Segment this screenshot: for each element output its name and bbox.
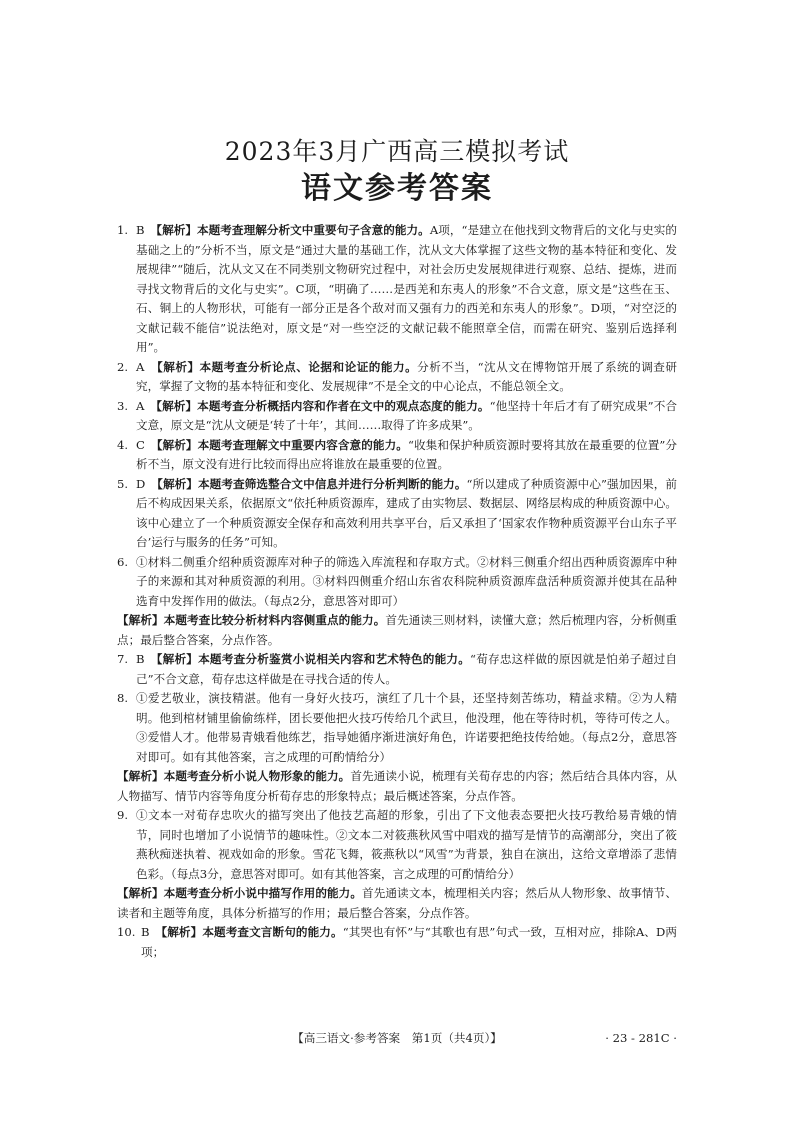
item-number: 9. [117,808,129,822]
analysis-text: A项，“是建立在他找到文物背后的文化与史实的基础之上的”分析不当，原文是“通过大量的基础工作，沈从文大体掌握了这些文物的基本特征和变化、发展规律”“随后，沈从文又在不同类别文物研究过程中，对社会历史发展规律进行观察、总结、提炼，进而寻找文物背后的文化与史实”。C项，“明确了……是西羌和东夷人的形象”不合文意，原文是“这些在玉、石、铜上的人物形状，可能有一部分正是各个敌对而又强有力的西羌和东夷人的形象”。D项，“对空泛的文献记载不能信”说法绝对，原文是“对一些空泛的文献记载不能照章全信，而需在研究、鉴别后选择利用”。 [136,223,677,354]
footer-page-info: 【高三语文·参考答案 第1页（共4页）】 [292,1031,502,1045]
analysis-tag: 【解析】本题考查分析论点、论据和论证的能力。 [156,359,418,374]
answer-item-1 [117,221,677,358]
exam-title: 2023年3月广西高三模拟考试 [224,137,570,166]
analysis-text: 分析不当，“沈从文在博物馆开展了系统的调查研究，掌握了文物的基本特征和变化、发展规律”不是全文的中心论点，不能总领全文。 [136,359,677,393]
answer-list [117,221,677,962]
item-number: 8. [117,691,129,705]
answer-choice: B [136,652,145,666]
item-number: 7. [117,652,129,666]
answer-text: ①文本一对荀存忠吹火的描写突出了他技艺高超的形象，引出了下文他表态要把火技巧教给易青娥的情节，同时也增加了小说情节的趣味性。②文本二对筱燕秋风雪中唱戏的描写是情节的高潮部分，突出了筱燕秋痴迷执着、视戏如命的形象。雪花飞舞，筱燕秋以“风雪”为背景，独自在演出，这给文章增添了悲情色彩。（每点3分，意思答对即可。如有其他答案，言之成理的可酌情给分） [136,808,677,881]
analysis-text: 首先通读文本，梳理相关内容；然后从人物形象、故事情节、读者和主题等角度，具体分析描写的作用；最后整合答案，分点作答。 [117,886,677,920]
analysis-text: 首先通读小说，梳理有关荀存忠的内容；然后结合具体内容，从人物描写、情节内容等角度分析荀存忠的形象特点；最后概述答案，分点作答。 [117,769,677,803]
answer-item-10 [117,923,677,962]
answer-item-2 [117,358,677,397]
analysis-tag: 【解析】本题考查分析鉴赏小说相关内容和艺术特色的能力。 [156,652,471,666]
analysis-text: “收集和保护种质资源时要将其放在最重要的位置”分析不当，原文没有进行比较而得出应将谁放在最重要的位置。 [136,437,677,471]
answer-choice: B [136,223,145,237]
item-number: 6. [117,554,129,569]
answer-item-4 [117,436,677,475]
answer-item-7 [117,650,677,689]
answer-item-8 [117,689,677,767]
answer-text: ①爱艺敬业，演技精湛。他有一身好火技巧，演红了几十个县，还坚持刻苦练功，精益求精。②为人精明。他到棺材铺里偷偷练样，团长要他把火技巧传给几个武旦，他没理，他在等待时机，等待可传之人。③爱惜人才。他带易青娥看他练艺，指导她循序渐进演好角色，许诺要把绝技传给她。（每点2分，意思答对即可。如有其他答案，言之成理的可酌情给分） [136,691,677,764]
item-number: 3. [117,398,129,413]
answer-text: ①材料二侧重介绍种质资源库对种子的筛选入库流程和存取方式。②材料三侧重介绍出西种质资源库中种子的来源和其对种质资源的利用。③材料四侧重介绍山东省农科院种质资源库盘活种质资源并使其在品种选育中发挥作用的做法。（每点2分，意思答对即可） [136,554,677,608]
analysis-tag: 【解析】本题考查理解分析文中重要句子含意的能力。 [156,223,430,237]
analysis-text: “所以建成了种质资源中心”强加因果，前后不构成因果关系，依据原文“依托种质资源库，建成了由实物层、数据层、网络层构成的种质资源中心。该中心建立了一个种质资源安全保存和高效利用共享平台，后又承担了‘国家农作物种质资源平台山东子平台’运行与服务的任务”可知。 [136,476,677,549]
footer-code: · 23 - 281C · [605,1031,677,1045]
item-number: 1. [117,223,129,237]
answer-choice: A [136,359,145,374]
analysis-text: “其哭也有怀”与“其歌也有思”句式一致，互相对应，排除A、D两项； [141,925,677,959]
item-number: 4. [117,437,129,452]
answer-key-title: 语文参考答案 [301,171,493,206]
answer-choice: B [141,925,150,939]
item-number: 5. [117,476,129,491]
answer-choice: A [136,398,145,413]
analysis-item-9 [117,884,677,923]
answer-item-6 [117,553,677,612]
analysis-item-6 [117,611,677,650]
answer-item-3 [117,397,677,436]
analysis-text: “荀存忠这样做的原因就是怕弟子超过自己”不合文意，荀存忠这样做是在寻找合适的传人。 [136,652,677,686]
analysis-tag: 【解析】本题考查筛选整合文中信息并进行分析判断的能力。 [157,476,467,491]
answer-item-9 [117,806,677,884]
analysis-tag: 【解析】本题考查分析概括内容和作者在文中的观点态度的能力。 [156,398,490,413]
answer-item-5 [117,475,677,553]
analysis-tag: 【解析】本题考查文言断句的能力。 [161,925,343,939]
analysis-tag: 【解析】本题考查分析小说中描写作用的能力。 [117,886,363,900]
item-number: 10. [117,925,136,939]
analysis-tag: 【解析】本题考查分析小说人物形象的能力。 [117,769,351,783]
answer-choice: D [136,476,146,491]
analysis-text: “他坚持十年后才有了研究成果”不合文意，原文是“沈从文硬是‘转了十年’，其间……取得了许多成果”。 [136,398,677,432]
analysis-tag: 【解析】本题考查理解文中重要内容含意的能力。 [156,437,408,452]
analysis-text: 首先通读三则材料，读懂大意；然后梳理内容，分析侧重点；最后整合答案，分点作答。 [117,613,677,647]
analysis-item-8 [117,767,677,806]
item-number: 2. [117,359,129,374]
page-footer [117,1028,677,1048]
answer-choice: C [136,437,145,452]
analysis-tag: 【解析】本题考查比较分析材料内容侧重点的能力。 [117,613,386,627]
